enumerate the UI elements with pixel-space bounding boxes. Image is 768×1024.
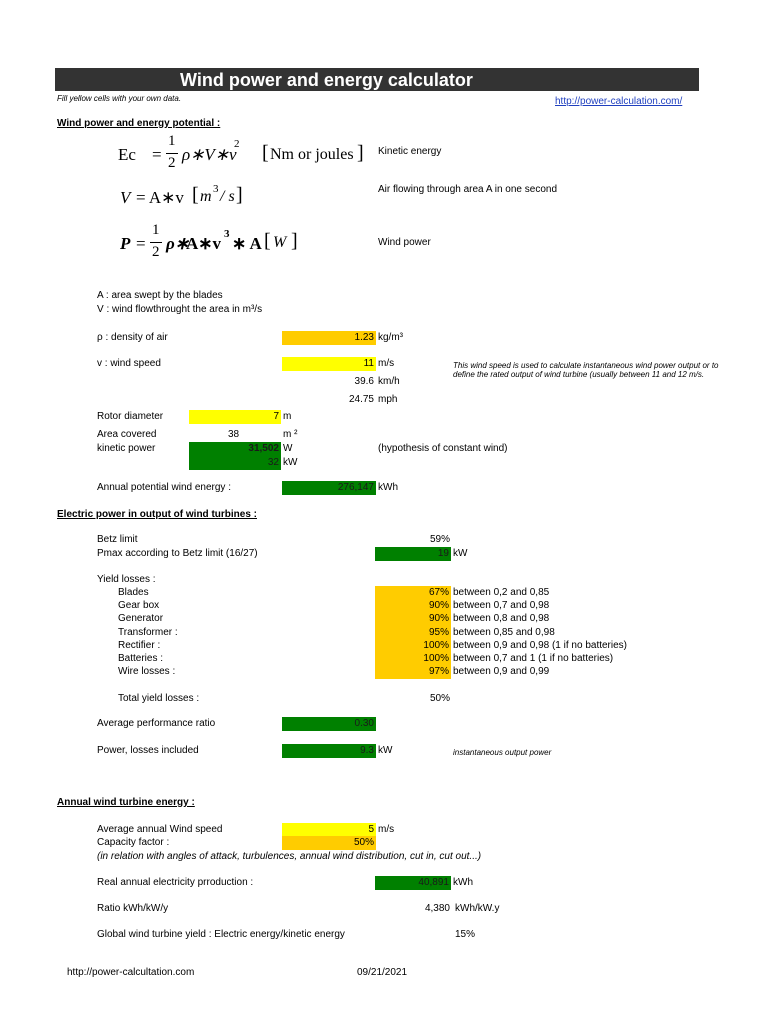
loss-gearbox-range: between 0,7 and 0,98 [453,600,550,611]
loss-wire-range: between 0,9 and 0,99 [453,666,550,677]
loss-gearbox-input[interactable]: 90% [375,599,451,613]
loss-batteries-range: between 0,7 and 1 (1 if no batteries) [453,653,614,664]
yield-losses-label: Yield losses : [97,574,156,585]
kwh-kw-label: Ratio kWh/kW/y [97,903,169,914]
annual-potential-label: Annual potential wind energy : [97,482,231,493]
def-a: A : area swept by the blades [97,290,223,301]
wind-mph-unit: mph [378,394,398,405]
wind-kmh-value: 39.6 [354,376,374,387]
annual-potential-value: 276,147 [282,481,376,495]
capacity-factor-note: (in relation with angles of attack, turbulences, annual wind distribution, cut in, cut out...) [97,851,482,862]
loss-rectifier-input[interactable]: 100% [375,639,451,653]
annual-potential-unit: kWh [378,482,398,493]
pmax-label: Pmax according to Betz limit (16/27) [97,548,258,559]
area-unit: m ² [283,429,298,440]
area-value: 38 [228,429,240,440]
rotor-unit: m [283,411,292,422]
global-yield-label: Global wind turbine yield : Electric energy/kinetic energy [97,929,345,940]
wind-speed-input[interactable]: 11 [282,357,376,371]
loss-blades-range: between 0,2 and 0,85 [453,587,550,598]
kinetic-kw-unit: kW [283,457,298,468]
section-electric-heading: Electric power in output of wind turbines : [57,509,257,520]
header-link[interactable]: http://power-calculation.com/ [555,96,683,107]
loss-rectifier-label: Rectifier : [118,640,161,651]
footer-date: 09/21/2021 [357,967,408,978]
loss-generator-range: between 0,8 and 0,98 [453,613,550,624]
footer-url[interactable]: http://power-calcultation.com [67,967,195,978]
capacity-factor-input[interactable]: 50% [282,836,376,850]
def-v: V : wind flowthrought the area in m³/s [97,304,263,315]
kwh-kw-unit: kWh/kW.y [455,903,500,914]
page-title: Wind power and energy calculator [180,70,473,90]
kinetic-label: kinetic power [97,443,156,454]
formula2-desc: Air flowing through area A in one second [378,184,558,195]
loss-rectifier-range: between 0,9 and 0,98 (1 if no batteries) [453,640,628,651]
annual-speed-input[interactable]: 5 [282,823,376,837]
annual-speed-unit: m/s [378,824,395,835]
performance-ratio-value: 0.30 [282,717,376,731]
kinetic-kw-value: 32 [189,456,281,470]
loss-gearbox-label: Gear box [118,600,160,611]
area-label: Area covered [97,429,157,440]
total-yield-label: Total yield losses : [118,693,200,704]
formula3-desc: Wind power [378,237,431,248]
formula1-desc: Kinetic energy [378,146,442,157]
wind-kmh-unit: km/h [378,376,400,387]
loss-generator-label: Generator [118,613,164,624]
power-losses-unit: kW [378,745,393,756]
global-yield-value: 15% [454,929,475,940]
power-losses-note: instantaneous output power [453,748,552,757]
loss-blades-input[interactable]: 67% [375,586,451,600]
loss-wire-label: Wire losses : [118,666,176,677]
real-production-value: 40,891 [375,876,451,890]
section-annual-heading: Annual wind turbine energy : [57,797,195,808]
loss-wire-input[interactable]: 97% [375,665,451,679]
real-production-unit: kWh [453,877,473,888]
total-yield-value: 50% [429,693,450,704]
loss-transformer-input[interactable]: 95% [375,626,451,640]
annual-speed-label: Average annual Wind speed [97,824,223,835]
density-unit: kg/m³ [378,332,403,343]
rotor-label: Rotor diameter [97,411,164,422]
pmax-unit: kW [453,548,468,559]
pmax-value: 19 [375,547,451,561]
wind-speed-unit: m/s [378,358,395,369]
loss-generator-input[interactable]: 90% [375,612,451,626]
loss-batteries-label: Batteries : [118,653,164,664]
kinetic-w-unit: W [283,443,293,454]
capacity-factor-label: Capacity factor : [97,837,170,848]
wind-mph-value: 24.75 [348,394,374,405]
power-losses-value: 9.3 [282,744,376,758]
performance-ratio-label: Average performance ratio [97,718,216,729]
density-input[interactable]: 1.23 [282,331,376,345]
betz-label: Betz limit [97,534,138,545]
section-potential-heading: Wind power and energy potential : [57,118,221,129]
kinetic-w-value: 31,502 [189,442,281,456]
instruction-text: Fill yellow cells with your own data. [57,94,182,103]
loss-transformer-label: Transformer : [118,627,178,638]
wind-speed-label: v : wind speed [97,358,161,369]
real-production-label: Real annual electricity prroduction : [97,877,254,888]
kwh-kw-value: 4,380 [424,903,450,914]
loss-blades-label: Blades [118,587,149,598]
loss-batteries-input[interactable]: 100% [375,652,451,666]
power-losses-label: Power, losses included [97,745,199,756]
wind-speed-note: This wind speed is used to calculate instantaneous wind power output or to define the rated output of wind turbine (usually between 11 and 12 m/s. [453,361,719,379]
loss-transformer-range: between 0,85 and 0,98 [453,627,555,638]
rotor-input[interactable]: 7 [189,410,281,424]
hypothesis-text: (hypothesis of constant wind) [378,443,508,454]
density-label: ρ : density of air [97,332,168,343]
betz-value: 59% [429,534,450,545]
